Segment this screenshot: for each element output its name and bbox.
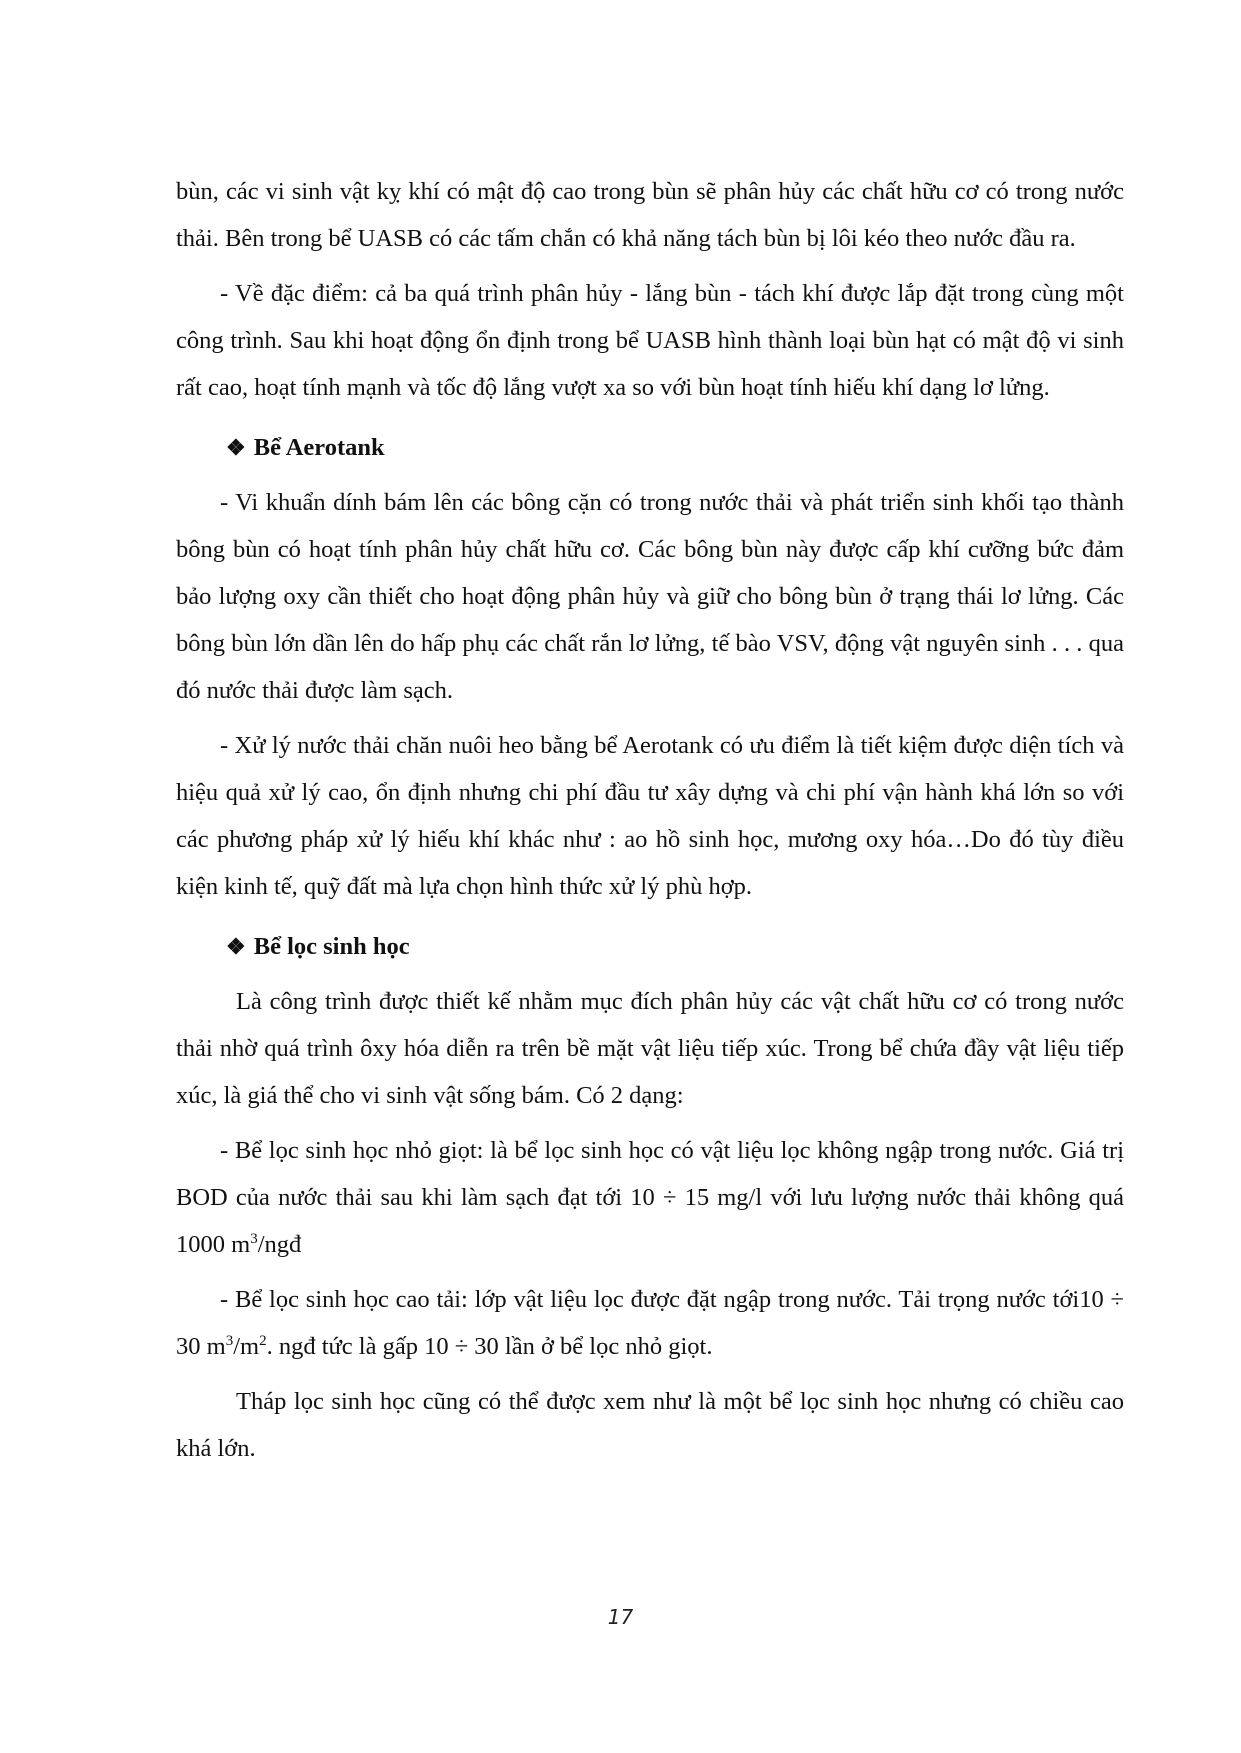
paragraph-filter-tower: Tháp lọc sinh học cũng có thể được xem như là một bể lọc sinh học nhưng có chiều cao khá lớn. [176,1388,1124,1462]
diamond-bullet-icon: ❖ [226,934,246,959]
superscript: 3 [225,1333,234,1349]
superscript: 3 [250,1231,258,1247]
diamond-bullet-icon: ❖ [226,435,246,460]
superscript: 2 [259,1333,267,1349]
high-rate-filter-text: - Bể lọc sinh học cao tải: lớp vật liệu lọc được đặt ngập trong nước. Tải trọng nước tới10 ÷ 30 m [176,1286,1124,1360]
paragraph-high-rate-filter [176,1276,1124,1370]
paragraph-biofilter-intro: Là công trình được thiết kế nhằm mục đích phân hủy các vật chất hữu cơ có trong nước thải nhờ quá trình ôxy hóa diễn ra trên bề mặt vật liệu tiếp xúc. Trong bể chứa đầy vật liệu tiếp xúc, là giá thể cho vi sinh vật sống bám. Có 2 dạng: [176,988,1124,1109]
paragraph-aerotank-advantages: - Xử lý nước thải chăn nuôi heo bằng bể Aerotank có ưu điểm là tiết kiệm được diện tích và hiệu quả xử lý cao, ổn định nhưng chi phí đầu tư xây dựng và chi phí vận hành khá lớn so với các phương pháp xử lý hiếu khí khác như : ao hồ sinh học, mương oxy hóa…Do đó tùy điều kiện kinh tế, quỹ đất mà lựa chọn hình thức xử lý phù hợp. [176,732,1124,900]
paragraph-uasb-characteristics: - Về đặc điểm: cả ba quá trình phân hủy - lắng bùn - tách khí được lắp đặt trong cùng một công trình. Sau khi hoạt động ổn định trong bể UASB hình thành loại bùn hạt có mật độ vi sinh rất cao, hoạt tính mạnh và tốc độ lắng vượt xa so với bùn hoạt tính hiếu khí dạng lơ lửng. [176,280,1124,401]
trickling-filter-text: - Bể lọc sinh học nhỏ giọt: là bể lọc sinh học có vật liệu lọc không ngập trong nước. Giá trị BOD của nước thải sau khi làm sạch đạt tới 10 ÷ 15 mg/l với lưu lượng nước thải không quá 1000 m [176,1137,1124,1258]
trickling-filter-unit: /ngđ [257,1231,302,1258]
page-number: 17 [607,1605,634,1629]
paragraph-trickling-filter [176,1127,1124,1268]
heading-biofilter [176,923,1124,970]
paragraph-aerotank-mechanism: - Vi khuẩn dính bám lên các bông cặn có trong nước thải và phát triển sinh khối tạo thành bông bùn có hoạt tính phân hủy chất hữu cơ. Các bông bùn này được cấp khí cưỡng bức đảm bảo lượng oxy cần thiết cho hoạt động phân hủy và giữ cho bông bùn ở trạng thái lơ lửng. Các bông bùn lớn dần lên do hấp phụ các chất rắn lơ lửng, tế bào VSV, động vật nguyên sinh . . . qua đó nước thải được làm sạch. [176,489,1124,704]
high-rate-filter-tail: . ngđ tức là gấp 10 ÷ 30 lần ở bể lọc nhỏ giọt. [266,1333,713,1360]
heading-biofilter-text: Bể lọc sinh học [253,933,410,960]
paragraph-uasb-continuation: bùn, các vi sinh vật kỵ khí có mật độ cao trong bùn sẽ phân hủy các chất hữu cơ có trong nước thải. Bên trong bể UASB có các tấm chắn có khả năng tách bùn bị lôi kéo theo nước đầu ra. [176,178,1124,252]
document-page [176,168,1124,1472]
high-rate-filter-unit: /m [233,1333,260,1360]
heading-aerotank-text: Bể Aerotank [253,434,385,461]
heading-aerotank [176,424,1124,471]
